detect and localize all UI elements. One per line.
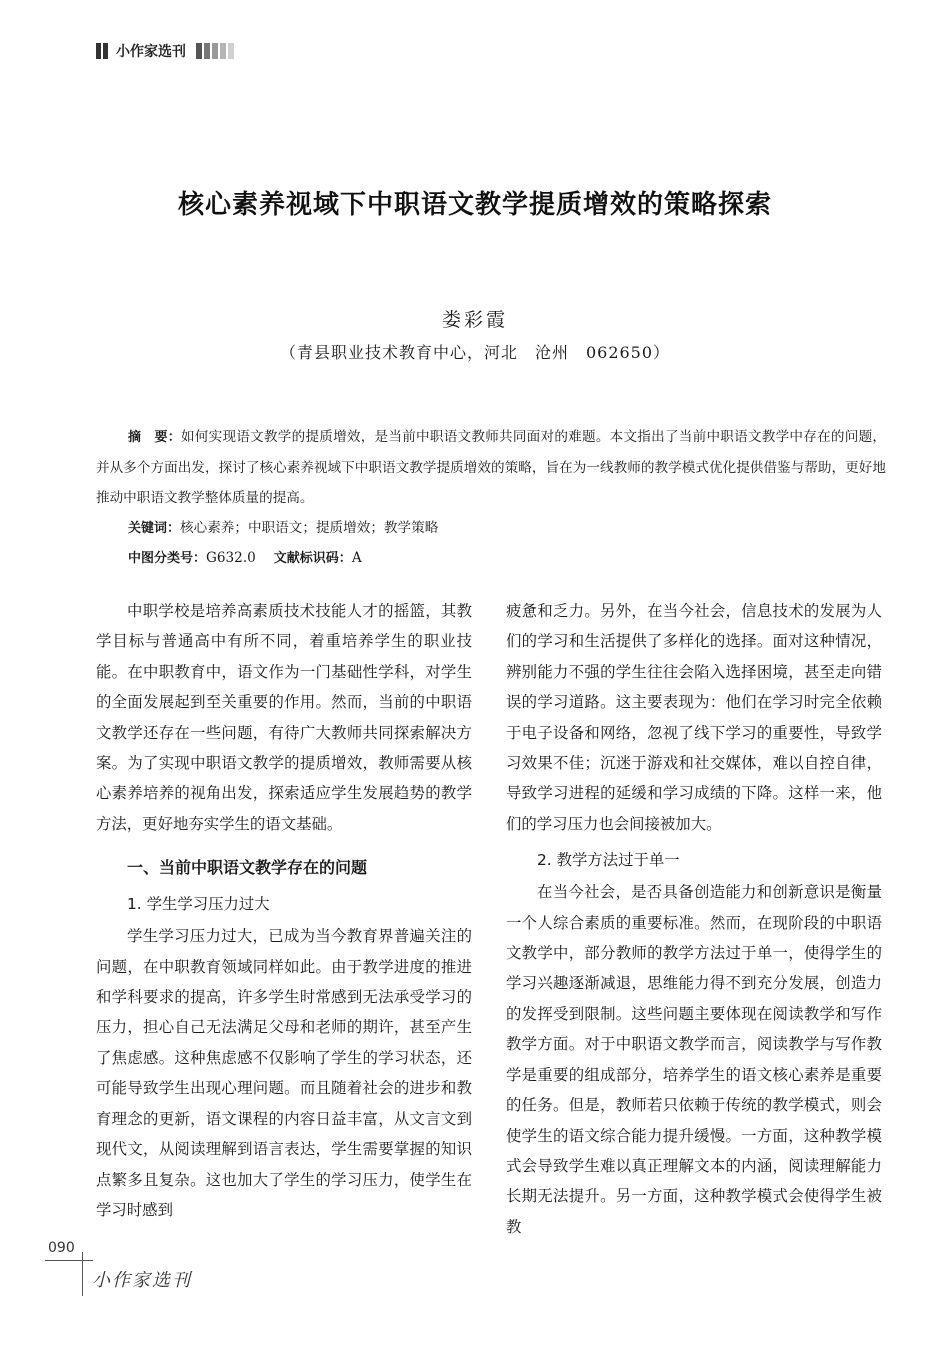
header-bar xyxy=(220,43,226,59)
keywords-label: 关键词： xyxy=(128,521,181,536)
abstract-block xyxy=(96,422,886,573)
keywords-line xyxy=(96,513,886,543)
abstract-label: 摘 要： xyxy=(128,430,181,445)
left-column xyxy=(96,596,472,1225)
running-header xyxy=(96,40,236,62)
footer-divider-horizontal xyxy=(45,1260,93,1261)
subsection-1-paragraph: 学生学习压力过大，已成为当今教育界普遍关注的问题，在中职教育领域同样如此。由于教学进度的推进和学科要求的提高，许多学生时常感到无法承受学习的压力，担心自己无法满足父母和老师的期许，甚至产生了焦虑感。这种焦虑感不仅影响了学生的学习状态，还可能导致学生出现心理问题。而且随着社会的进步和教育理念的更新，语文课程的内容日益丰富，从文言文到现代文，从阅读理解到语言表达，学生需要掌握的知识点繁多且复杂。这也加大了学生的学习压力，使学生在学习时感到 xyxy=(96,927,472,1219)
author-affiliation: （青县职业技术教育中心，河北 沧州 062650） xyxy=(279,343,671,362)
abstract-text: 如何实现语文教学的提质增效，是当前中职语文教师共同面对的难题。本文指出了当前中职语文教学中存在的问题，并从多个方面出发，探讨了核心素养视域下中职语文教学提质增效的策略，旨在为一线教师的教学模式优化提供借鉴与帮助，更好地推动中职语文教学整体质量的提高。 xyxy=(96,429,886,506)
header-bar xyxy=(96,43,101,59)
paper-title: 核心素养视域下中职语文教学提质增效的策略探索 xyxy=(177,190,772,220)
page-number: 090 xyxy=(48,1240,75,1256)
clc-value: G632.0 xyxy=(206,550,256,566)
keywords-text: 核心素养；中职语文；提质增效；教学策略 xyxy=(180,520,439,536)
classification-line xyxy=(96,543,886,573)
section-1-heading: 一、当前中职语文教学存在的问题 xyxy=(127,858,368,878)
subsection-2-paragraph: 在当今社会，是否具备创造能力和创新意识是衡量一个人综合素质的重要标准。然而，在现阶段的中职语文教学中，部分教师的教学方法过于单一，使得学生的学习兴趣逐渐减退，思维能力得不到充分发展，创造力的发挥受到限制。这些问题主要体现在阅读教学和写作教学方面。对于中职语文教学而言，阅读教学与写作教学是重要的组成部分，培养学生的语文核心素养是重要的任务。但是，教师若只依赖于传统的教学模式，则会使学生的语文综合能力提升缓慢。一方面，这种教学模式会导致学生难以真正理解文本的内涵，阅读理解能力长期无法提升。另一方面，这种教学模式会使得学生被教 xyxy=(506,883,882,1236)
header-bar xyxy=(228,43,234,59)
right-column xyxy=(506,596,882,1242)
header-right-bars xyxy=(196,43,236,59)
header-bar xyxy=(196,43,202,59)
doc-code-value: A xyxy=(351,550,362,566)
header-bar xyxy=(204,43,210,59)
author-name: 娄彩霞 xyxy=(441,309,508,331)
footer-divider-vertical xyxy=(82,1252,83,1296)
footer-logo: 小作家选刊 xyxy=(92,1270,192,1291)
journal-name: 小作家选刊 xyxy=(116,44,186,60)
header-bar xyxy=(212,43,218,59)
header-bar xyxy=(103,43,108,59)
subsection-2-heading: 2. 教学方法过于单一 xyxy=(537,851,680,870)
doc-code-label: 文献标识码： xyxy=(273,551,352,566)
header-left-bars xyxy=(96,43,110,59)
subsection-1-heading: 1. 学生学习压力过大 xyxy=(127,895,270,914)
clc-label: 中图分类号： xyxy=(128,551,207,566)
continued-paragraph: 疲惫和乏力。另外，在当今社会，信息技术的发展为人们的学习和生活提供了多样化的选择。面对这种情况，辨别能力不强的学生往往会陷入选择困境，甚至走向错误的学习道路。这主要表现为：他们在学习时完全依赖于电子设备和网络，忽视了线下学习的重要性，导致学习效果不佳；沉迷于游戏和社交媒体，难以自控自律，导致学习进程的延缓和学习成绩的下降。这样一来，他们的学习压力也会间接被加大。 xyxy=(506,602,882,833)
abstract-paragraph xyxy=(96,422,886,513)
intro-paragraph: 中职学校是培养高素质技术技能人才的摇篮，其教学目标与普通高中有所不同，着重培养学生的职业技能。在中职教育中，语文作为一门基础性学科，对学生的全面发展起到至关重要的作用。然而，当前的中职语文教学还存在一些问题，有待广大教师共同探索解决方案。为了实现中职语文教学的提质增效，教师需要从核心素养培养的视角出发，探索适应学生发展趋势的教学方法，更好地夯实学生的语文基础。 xyxy=(96,602,472,833)
